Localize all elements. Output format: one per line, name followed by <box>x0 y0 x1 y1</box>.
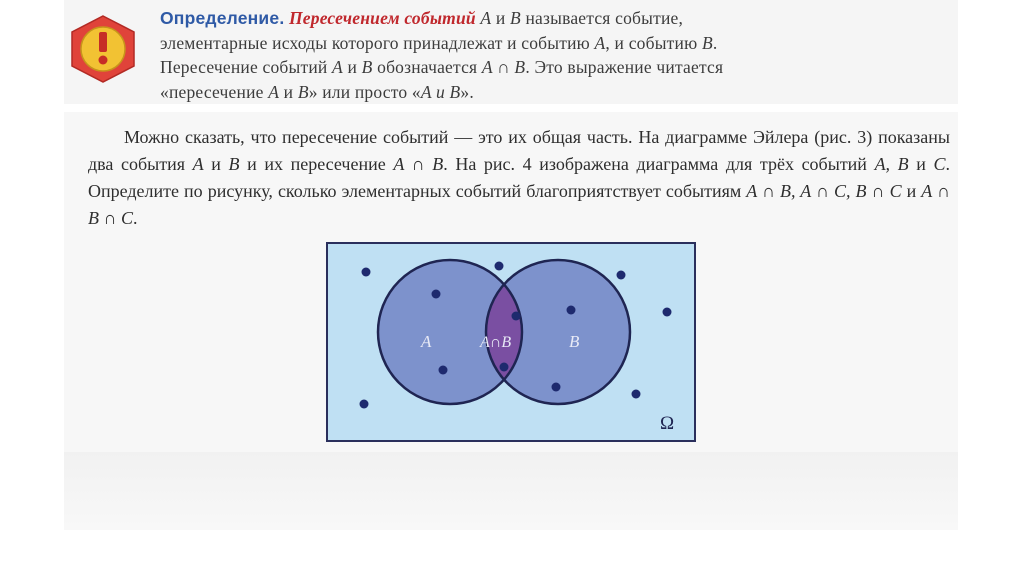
and-word: и <box>342 57 362 77</box>
var-a: A <box>594 32 606 53</box>
var-ab: A, B <box>874 154 909 174</box>
outcome-dot <box>432 290 441 299</box>
var-b: B <box>297 81 309 102</box>
intersection-expression: A ∩ B <box>481 57 526 77</box>
and-word: и <box>901 181 922 201</box>
definition-line-4-end: ». <box>460 81 474 102</box>
definition-term: Пересечением событий <box>288 8 476 28</box>
var-a: A <box>480 8 492 28</box>
definition-line-2-text: элементарные исходы которого принадлежат и событию <box>160 32 595 53</box>
outcome-dot <box>439 366 448 375</box>
var-b: B <box>701 32 713 53</box>
var-a: A <box>268 81 280 102</box>
definition-line-3-start: Пересечение событий <box>160 57 333 77</box>
definition-line-2-mid: , и событию <box>605 32 702 53</box>
faded-footer <box>64 452 958 530</box>
outcome-dot <box>567 306 576 315</box>
section-divider <box>64 104 958 112</box>
outcome-dot <box>500 363 509 372</box>
outcome-dot <box>360 400 369 409</box>
definition-line-4-mid: » или просто « <box>308 81 421 102</box>
definition-line-3-mid: обозначается <box>372 57 482 77</box>
definition-text <box>160 6 950 104</box>
triple-intersection: A ∩ B ∩ C <box>88 181 950 228</box>
var-b: B <box>510 8 521 28</box>
and-word: и <box>491 8 511 28</box>
var-a: A <box>332 57 343 77</box>
body-paragraph <box>88 124 950 232</box>
outcome-dot <box>495 262 504 271</box>
definition-line-4-start: «пересечение <box>160 81 269 102</box>
definition-title: Определение. <box>160 8 285 28</box>
definition-line-3-end: . Это выражение читается <box>525 57 724 77</box>
and-word: и <box>908 154 934 174</box>
outcome-dot <box>632 390 641 399</box>
body-text-3: . На рис. 4 изображена диаграмма для трёх событий <box>443 154 875 174</box>
intersection-expression: A ∩ B <box>393 154 444 174</box>
label-b: B <box>569 332 580 351</box>
var-b: B <box>361 57 373 77</box>
outcome-dot <box>663 308 672 317</box>
and-word: и <box>203 154 229 174</box>
intersection-short: A и B <box>420 81 461 102</box>
definition-line-2-end: . <box>712 32 718 53</box>
label-a: A <box>421 332 432 351</box>
outcome-dot <box>552 383 561 392</box>
body-text-2: и их пересечение <box>239 154 394 174</box>
venn-svg <box>328 244 694 440</box>
label-omega: Ω <box>660 413 675 434</box>
definition-line-2 <box>160 31 950 56</box>
definition-line-4 <box>160 80 950 105</box>
label-intersection: A∩B <box>480 334 512 351</box>
outcome-dot <box>362 268 371 277</box>
body-text-4: . Определите по рисунку, сколько элементарных событий благоприятствует событиям <box>88 154 951 201</box>
definition-line-3 <box>160 55 950 80</box>
and-word: и <box>279 81 298 102</box>
var-b: B <box>228 154 240 174</box>
body-text-end: . <box>133 208 138 228</box>
body-text-1: Можно сказать, что пересечение событий — это их общая часть. На диаграмме Эйлера (рис. 3) показаны два события <box>88 127 950 174</box>
warning-icon <box>68 14 138 84</box>
definition-line-1-tail: называется событие, <box>520 8 684 28</box>
var-c: C <box>933 154 946 174</box>
outcome-dot <box>617 271 626 280</box>
venn-diagram <box>326 242 696 442</box>
definition-line-1 <box>160 6 950 31</box>
intersection-list: A ∩ B, A ∩ C, B ∩ C <box>746 181 902 201</box>
outcome-dot <box>512 312 521 321</box>
var-a: A <box>192 154 204 174</box>
